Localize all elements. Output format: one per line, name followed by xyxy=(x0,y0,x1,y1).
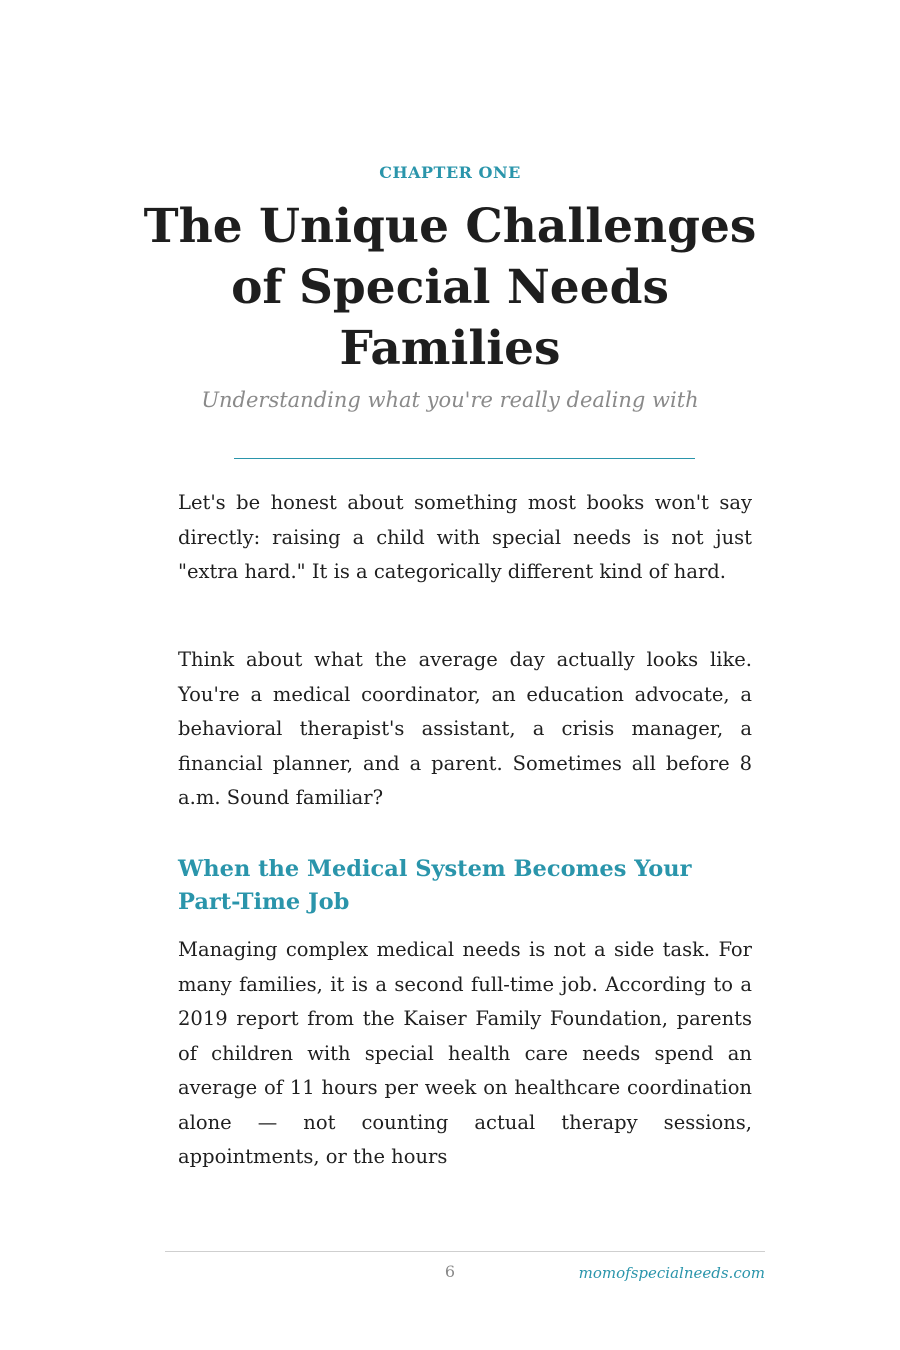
paragraph-text: Let's be honest about something most books won't say directly: raising a child with special needs is not just "extra hard." It is a categorically different kind of hard. xyxy=(178,491,752,583)
title-divider xyxy=(234,458,695,459)
paragraph-text: Think about what the average day actually looks like. You're a medical coordinator, an education advocate, a behavioral therapist's assistant, a crisis manager, a financial planner, and a parent. Sometimes all before 8 a.m. Sound familiar? xyxy=(178,648,752,809)
section-paragraph xyxy=(178,933,752,1175)
body-paragraph xyxy=(178,643,752,816)
page-number: 6 xyxy=(444,1262,456,1281)
chapter-subtitle: Understanding what you're really dealing with xyxy=(201,388,699,412)
site-url[interactable]: momofspecialneeds.com xyxy=(578,1264,765,1282)
footer-divider xyxy=(165,1251,765,1252)
paragraph-text: Managing complex medical needs is not a side task. For many families, it is a second full-time job. According to a 2019 report from the Kaiser Family Foundation, parents of children with special health care needs spend an average of 11 hours per week on healthcare coordination alone — not counting actual therapy sessions, appointments, or the hours xyxy=(178,938,752,1168)
chapter-label: CHAPTER ONE xyxy=(379,163,521,182)
section-heading: When the Medical System Becomes Your Part-Time Job xyxy=(178,856,692,915)
body-paragraph xyxy=(178,486,752,590)
chapter-title: The Unique Challenges of Special Needs Families xyxy=(143,199,757,376)
